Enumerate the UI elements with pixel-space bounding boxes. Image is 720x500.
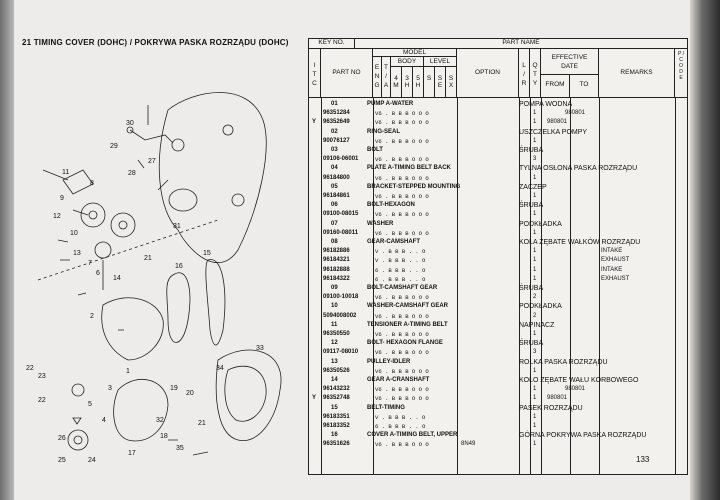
part-no-header: PART NO [321,49,373,97]
key-number: 02 [331,128,338,135]
callout-1: 1 [126,368,130,375]
model-applicability: V6 . B B B O O O [375,137,429,145]
quantity: 1 [533,386,537,393]
body-col-5h: 5 H [413,67,424,97]
part-number: 96184861 [323,193,350,199]
callout-13: 13 [73,250,81,257]
page-edge [0,0,14,500]
part-number: 96350526 [323,367,350,374]
effective-from: 980801 [547,119,568,126]
model-applicability: V6 . B B B O O O [375,119,429,127]
part-name-pl: PODKŁADKA [519,303,562,311]
model-applicability: 6 . B B B . . O [375,423,426,430]
callout-3: 3 [108,385,112,392]
quantity: 2 [533,312,537,319]
upper-cover [102,298,164,360]
model-applicability: V6 . B B B O O O [375,229,429,237]
part-name: WASHER [367,220,394,227]
key-no-header: KEY NO. [309,39,355,49]
callout-11: 11 [62,169,70,176]
model-header: MODEL [373,49,457,57]
page-number: 133 [636,455,650,464]
model-applicability: V6 . B B B O O O [375,331,429,338]
quantity: 1 [533,248,537,255]
level-col-se: S E [435,67,446,97]
effective-to: 980801 [565,110,586,117]
part-number: 09100-08015 [323,211,359,218]
quantity: 1 [533,423,537,429]
lr-header: L / R [519,49,530,97]
timing-belt-a [167,273,190,343]
part-name-pl: ZACZEP [519,183,547,191]
callout-8: 8 [90,180,94,187]
callout-24: 24 [88,457,96,464]
part-name-pl: ROLKA PASKA ROZRZĄDU [519,358,608,366]
model-applicability: V . B B B . . O [375,248,426,256]
part-name: PUMP A-WATER [367,101,414,107]
page-title: 21 TIMING COVER (DOHC) / POKRYWA PASKA ROZRZĄDU (DOHC) [22,38,289,47]
exploded-parts-diagram [18,50,298,470]
remarks: INTAKE [601,248,623,255]
callout-7: 7 [88,260,92,267]
water-pump [169,189,197,211]
part-name-header: PART NAME [355,39,687,49]
key-number: 01 [331,101,338,107]
part-name: WASHER-CAMSHAFT GEAR [367,303,448,310]
camshaft-gear-right [111,213,135,237]
part-name-pl: ŚRUBA [519,285,544,292]
key-number: 03 [331,147,338,153]
model-applicability: V6 . B B B O O O [375,110,429,118]
callout-14: 14 [113,275,121,282]
part-number: 96352649 [323,119,350,126]
key-number: 13 [331,358,338,365]
body-header: BODY [391,57,424,67]
part-number: 96350550 [323,331,350,337]
callout-35: 35 [176,445,184,452]
callout-2: 2 [90,313,94,320]
model-applicability: V6 . B B B O O O [375,441,429,449]
level-col-sx: S X [446,67,457,97]
effective-to: 980801 [565,386,586,393]
part-name: PULLEY-IDLER [367,358,411,365]
callout-12: 12 [53,213,61,220]
remarks: INTAKE [601,266,623,273]
quantity: 2 [533,294,537,301]
part-name-pl: ŚRUBA [519,202,544,210]
callout-31: 31 [173,223,181,230]
part-number: 96183352 [323,423,350,429]
part-name: BOLT-HEXAGON [367,202,415,209]
quantity: 1 [533,367,537,374]
model-applicability: V . B B B . . O [375,413,426,421]
part-name-pl: PODKŁADKA [519,220,562,228]
quantity: 3 [533,156,537,163]
key-number: 08 [331,239,338,245]
callout-10: 10 [70,230,78,237]
key-number: 12 [331,340,338,347]
level-col-s: S [424,67,435,97]
callout-21-bottom: 21 [198,420,206,427]
pcode-header: P / C O D E [677,51,685,81]
camshaft-gear-left [81,203,105,227]
option-header: OPTION [457,49,519,97]
callout-18: 18 [160,433,168,440]
callout-33: 33 [256,345,264,352]
part-name: COVER A-TIMING BELT, UPPER [367,432,458,439]
middle-cover [114,379,168,441]
lower-cover [216,350,281,441]
part-name: BOLT- HEXAGON FLANGE [367,340,443,347]
callout-26: 26 [58,435,66,442]
model-applicability: V6 . B B B O O O [375,294,429,302]
part-name: GEAR A-CRANSHAFT [367,377,430,383]
key-number: 09 [331,285,338,291]
quantity: 1 [533,174,537,181]
eng-header: E N G [373,57,382,97]
crank-pulley [68,430,88,450]
quantity: 1 [533,413,537,420]
callout-6: 6 [96,270,100,277]
model-applicability: 6 . B B B . . O [375,266,426,274]
model-applicability: V6 . B B B O O O [375,395,429,403]
callout-23: 23 [38,373,46,380]
from-header: FROM [541,75,570,97]
part-number: 09106-06001 [323,156,359,163]
key-number: 07 [331,220,338,227]
body-col-4m: 4 M [391,67,402,97]
table-header [309,39,687,98]
part-name-pl: TYLNA OSŁONA PASKA ROZRZĄDU [519,165,638,173]
key-number: 11 [331,321,338,328]
part-name-pl: ŚRUBA [519,340,544,348]
part-name: BRACKET-STEPPED MOUNTING [367,183,461,190]
part-name: PLATE A-TIMING BELT BACK [367,165,451,172]
callout-16: 16 [175,263,183,270]
callout-21-top: 21 [144,255,152,262]
part-number: 90076127 [323,137,350,144]
model-applicability: V6 . B B B O O O [375,193,429,200]
effective-from: 980801 [547,395,568,402]
callout-29: 29 [110,143,118,150]
part-number: 96184322 [323,275,350,282]
quantity: 1 [533,137,537,144]
quantity: 1 [533,441,537,448]
key-number: 06 [331,202,338,209]
quantity: 1 [533,395,537,402]
callout-5: 5 [88,401,92,408]
key-number: 10 [331,303,338,310]
itc-header: I T C [309,49,321,97]
quantity: 1 [533,266,537,273]
quantity: 1 [533,257,537,264]
quantity: 1 [533,229,537,236]
part-number: 96183351 [323,413,350,420]
key-number: 14 [331,377,338,383]
part-number: 96182886 [323,248,350,255]
callout-22-b: 22 [38,397,46,404]
callout-30: 30 [126,120,134,127]
part-name: BOLT-CAMSHAFT GEAR [367,285,438,291]
timing-back-plate [159,93,266,263]
part-number: 96143232 [323,386,350,393]
effective-date-header: EFFECTIVE DATE [541,49,599,75]
ta-header: T / A [382,57,391,97]
callout-4: 4 [102,417,106,424]
quantity: 3 [533,349,537,356]
callout-25: 25 [58,457,66,464]
part-name-pl: ŚRUBA [519,147,544,154]
callout-9: 9 [60,195,64,202]
to-header: TO [570,75,599,97]
key-number: 16 [331,432,338,439]
part-name-pl: PASEK ROZRZĄDU [519,404,583,412]
part-number: 09160-08011 [323,229,359,236]
key-number: 15 [331,404,338,411]
callout-17: 17 [128,450,136,457]
part-name: BELT-TIMING [367,404,405,411]
model-applicability: V6 . B B B O O O [375,156,429,164]
callout-32: 32 [156,417,164,424]
part-name-pl: USZCZELKA POMPY [519,128,588,136]
callout-27: 27 [148,158,156,165]
quantity: 1 [533,275,537,282]
model-applicability: V6 . B B B O O O [375,386,429,394]
timing-belt-b [206,260,225,345]
remarks: EXHAUST [601,275,630,282]
model-applicability: V . B B B . . O [375,257,426,265]
part-name-pl: KOŁA ZĘBATE WAŁKÓW ROZRZĄDU [519,239,641,246]
part-name-pl: KOŁO ZĘBATE WAŁU KORBOWEGO [519,377,639,384]
part-name-pl: POMPA WODNA [519,101,573,108]
part-name: BOLT [367,147,383,153]
key-number: 05 [331,183,338,190]
book-spine [690,0,720,500]
part-number: 96351284 [323,110,350,117]
callout-20: 20 [186,390,194,397]
part-number: 5094008002 [323,312,357,319]
callout-34: 34 [216,365,224,372]
body-col-3h: 3 H [402,67,413,97]
model-applicability: V6 . B B B O O O [375,312,429,320]
parts-table [308,38,688,475]
part-name: RING-SEAL [367,128,400,135]
key-number: 04 [331,165,338,172]
part-number: 09100-10018 [323,294,359,301]
part-number: 96184321 [323,257,350,264]
model-applicability: V6 . B B B O O O [375,349,429,357]
part-name-pl: GÓRNA POKRYWA PASKA ROZRZĄDU [519,432,647,440]
part-name-pl: NAPINACZ [519,321,555,329]
tensioner [95,242,111,258]
quantity: 1 [533,193,537,199]
part-name: TENSIONER A-TIMING BELT [367,321,448,328]
callout-22-a: 22 [26,365,34,372]
model-applicability: 6 . B B B . . O [375,275,426,283]
part-name: GEAR-CAMSHAFT [367,239,420,245]
part-number: 09117-08010 [323,349,359,356]
quantity: 1 [533,110,537,117]
quantity: 1 [533,119,537,126]
quantity: 1 [533,331,537,337]
qty-header: Q T Y [530,49,541,97]
remarks-header: REMARKS [599,49,675,97]
option-code: 8N49 [461,441,476,448]
remarks: EXHAUST [601,257,630,264]
model-applicability: V6 . B B B O O O [375,174,429,182]
callout-19: 19 [170,385,178,392]
callout-15: 15 [203,250,211,257]
part-number: 96352748 [323,395,350,402]
model-applicability: V6 . B B B O O O [375,211,429,219]
part-number: 96184800 [323,174,350,181]
itc-flag: Y [312,119,317,126]
callout-28: 28 [128,170,136,177]
model-applicability: V6 . B B B O O O [375,367,429,375]
part-number: 96351626 [323,441,350,448]
level-header: LEVEL [424,57,457,67]
quantity: 1 [533,211,537,218]
itc-flag: Y [312,395,317,402]
part-number: 96182888 [323,266,350,273]
